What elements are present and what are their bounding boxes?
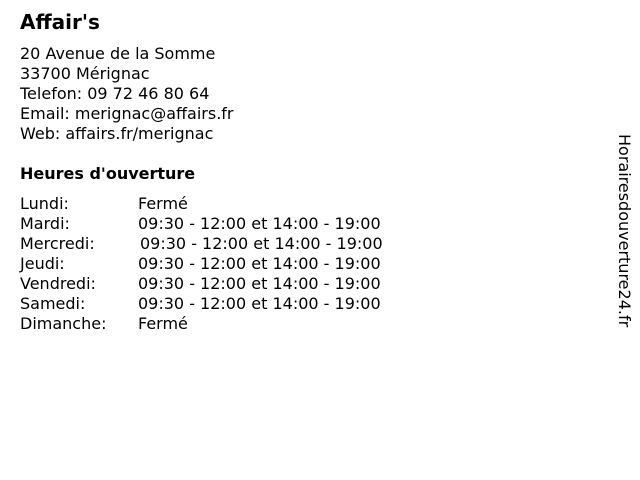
hours-row-thursday [20,254,440,274]
day-label: Jeudi: [20,254,65,273]
business-contact [20,44,234,144]
city-postal: 33700 Mérignac [20,64,150,83]
day-label: Vendredi: [20,274,96,293]
hours-row-friday [20,274,440,294]
hours-row-saturday [20,294,440,314]
opening-hours-table [20,194,440,334]
day-hours: Fermé [138,314,188,333]
hours-row-wednesday [20,234,440,254]
email-address: Email: merignac@affairs.fr [20,104,234,123]
phone-number: Telefon: 09 72 46 80 64 [20,84,210,103]
day-label: Lundi: [20,194,69,213]
hours-row-tuesday [20,214,440,234]
day-label: Mardi: [20,214,70,233]
day-hours: 09:30 - 12:00 et 14:00 - 19:00 [138,274,381,293]
day-label: Mercredi: [20,234,95,253]
hours-heading: Heures d'ouverture [20,164,196,183]
day-label: Dimanche: [20,314,107,333]
day-hours: Fermé [138,194,188,213]
day-hours: 09:30 - 12:00 et 14:00 - 19:00 [140,234,383,253]
hours-row-sunday [20,314,440,334]
day-hours: 09:30 - 12:00 et 14:00 - 19:00 [138,254,381,273]
day-label: Samedi: [20,294,86,313]
hours-row-monday [20,194,440,214]
day-hours: 09:30 - 12:00 et 14:00 - 19:00 [138,214,381,233]
business-name: Affair's [20,10,100,34]
site-brand-vertical: Horairesdouverture24.fr [615,134,634,328]
day-hours: 09:30 - 12:00 et 14:00 - 19:00 [138,294,381,313]
street-address: 20 Avenue de la Somme [20,44,216,63]
website: Web: affairs.fr/merignac [20,124,214,143]
